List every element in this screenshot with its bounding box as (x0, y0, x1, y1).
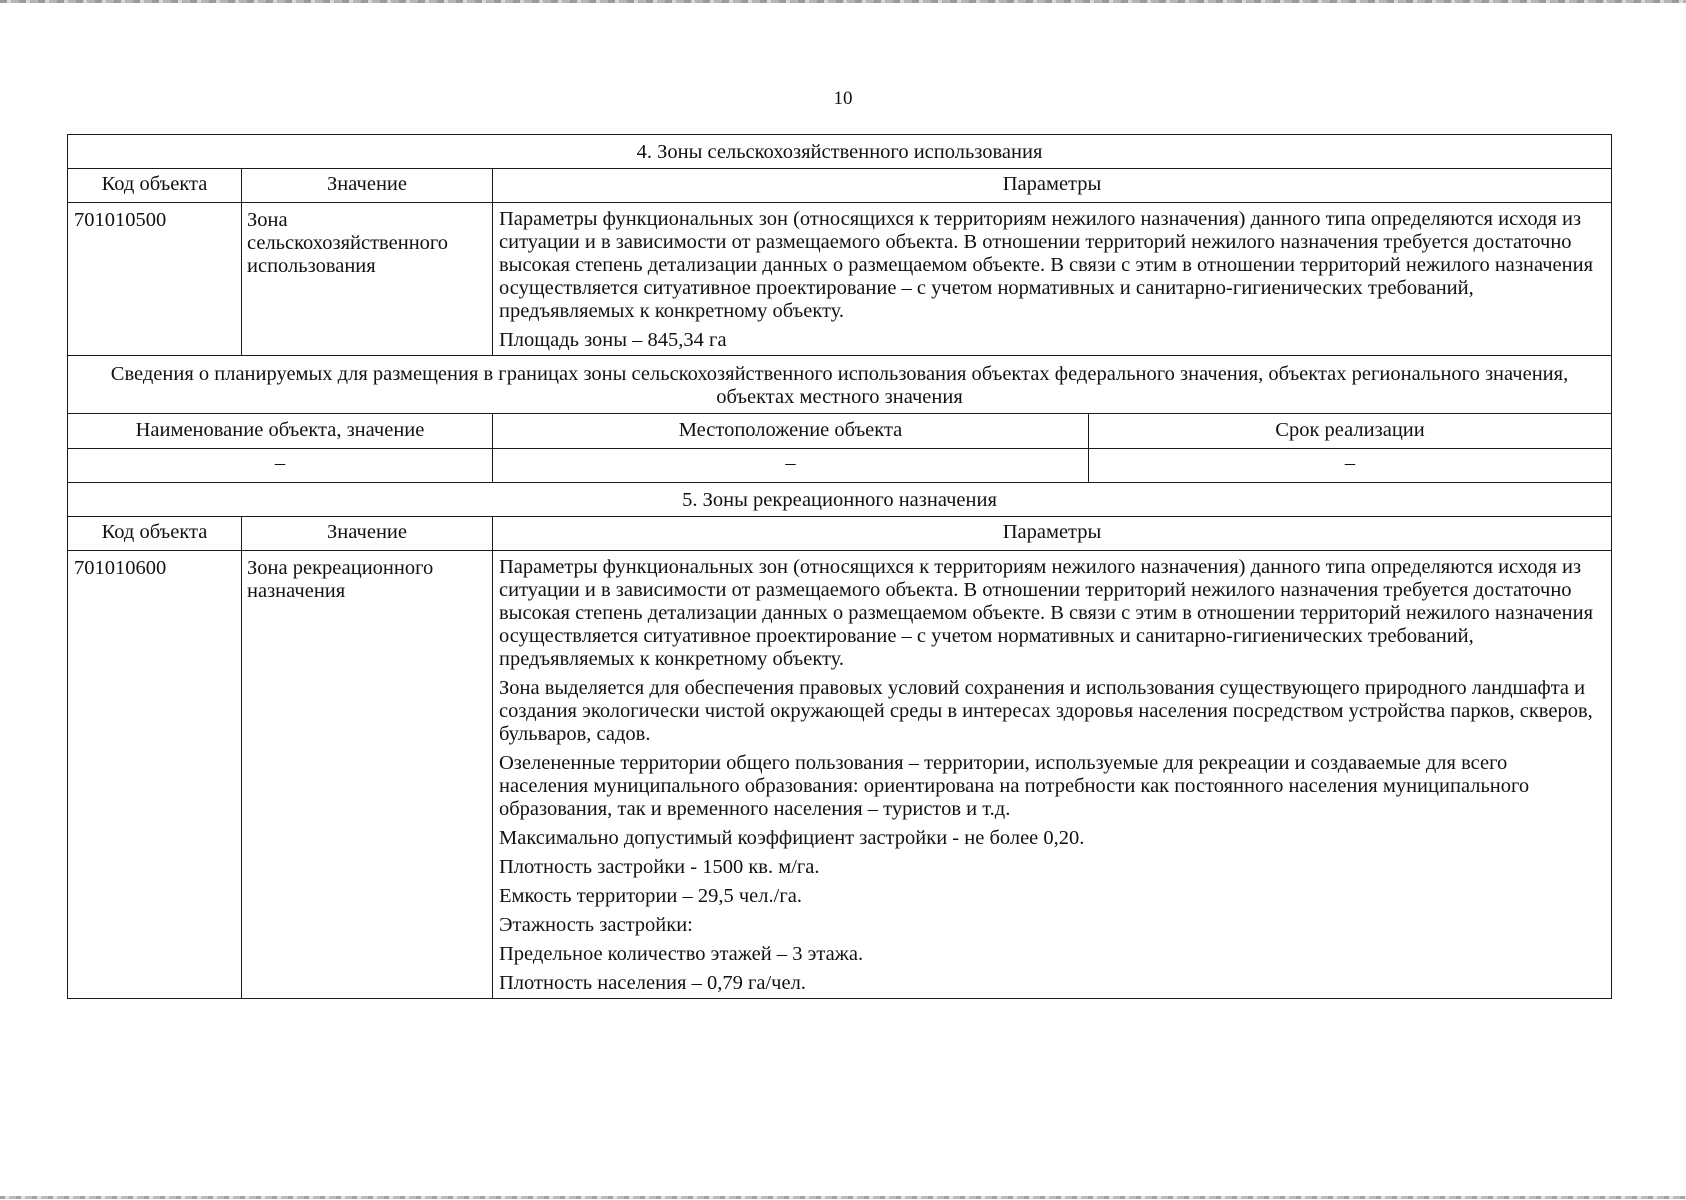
param-paragraph: Зона выделяется для обеспечения правовых условий сохранения и использования существующего природного ландшафта и создания экологически чистой окружающей среды в интересах здоровья населения посредством устройства парков, скверов, бульваров, садов. (499, 677, 1593, 745)
section-4-header-row (68, 169, 1612, 203)
param-paragraph: Этажность застройки: (499, 914, 693, 936)
planned-objects-note-row (68, 356, 1612, 414)
table-row (68, 203, 1612, 356)
column-header-params: Параметры (493, 169, 1612, 203)
section-4-title-row (68, 135, 1612, 169)
planned-objects-values-row (68, 449, 1612, 483)
section-title: 4. Зоны сельскохозяйственного использования (68, 135, 1612, 169)
param-paragraph: Максимально допустимый коэффициент застройки - не более 0,20. (499, 827, 1085, 849)
planned-objects-header-row (68, 414, 1612, 449)
zone-parameters (493, 551, 1612, 999)
page-number: 10 (833, 88, 853, 109)
scan-edge-top (0, 0, 1686, 3)
param-paragraph: Озелененные территории общего пользования – территории, используемые для рекреации и создаваемые для всего населения муниципального образования: ориентирована на потребности как постоянного населения муниципального образования, так и временного населения – туристов и т.д. (499, 752, 1530, 820)
column-header-code: Код объекта (68, 169, 242, 203)
param-paragraph: Предельное количество этажей – 3 этажа. (499, 943, 864, 965)
zone-name: Зона рекреационного назначения (242, 551, 493, 999)
column-header-implementation-term: Срок реализации (1089, 414, 1612, 449)
object-code: 701010600 (68, 551, 242, 999)
zone-name: Зона сельскохозяйственного использования (242, 203, 493, 356)
zone-parameters (493, 203, 1612, 356)
column-header-code: Код объекта (68, 517, 242, 551)
param-paragraph: Плотность застройки - 1500 кв. м/га. (499, 856, 820, 878)
param-paragraph: Площадь зоны – 845,34 га (499, 329, 727, 351)
param-paragraph: Параметры функциональных зон (относящихся к территориям нежилого назначения) данного типа определяются исходя из ситуации и в зависимости от размещаемого объекта. В отношении территорий нежилого назначения требуется достаточно высокая степень детализации данных о размещаемом объекте. В связи с этим в отношении территорий нежилого назначения осуществляется ситуативное проектирование – с учетом нормативных и санитарно-гигиенических требований, предъявляемых к конкретному объекту. (499, 556, 1594, 670)
table-row (68, 551, 1612, 999)
column-header-value: Значение (242, 517, 493, 551)
column-header-value: Значение (242, 169, 493, 203)
section-title: 5. Зоны рекреационного назначения (68, 483, 1612, 517)
column-header-object-location: Местоположение объекта (493, 414, 1089, 449)
scan-edge-bottom (0, 1196, 1686, 1199)
section-5-title-row (68, 483, 1612, 517)
planned-objects-note: Сведения о планируемых для размещения в границах зоны сельскохозяйственного использования объектах федерального значения, объектах регионального значения, объектах местного значения (68, 356, 1612, 414)
param-paragraph: Емкость территории – 29,5 чел./га. (499, 885, 802, 907)
column-header-object-name: Наименование объекта, значение (68, 414, 493, 449)
object-code: 701010500 (68, 203, 242, 356)
zones-table (67, 134, 1612, 999)
section-5-header-row (68, 517, 1612, 551)
object-location-value: – (493, 449, 1089, 483)
param-paragraph: Плотность населения – 0,79 га/чел. (499, 972, 806, 994)
column-header-params: Параметры (493, 517, 1612, 551)
implementation-term-value: – (1089, 449, 1612, 483)
object-name-value: – (68, 449, 493, 483)
param-paragraph: Параметры функциональных зон (относящихся к территориям нежилого назначения) данного типа определяются исходя из ситуации и в зависимости от размещаемого объекта. В отношении территорий нежилого назначения требуется достаточно высокая степень детализации данных о размещаемом объекте. В связи с этим в отношении территорий нежилого назначения осуществляется ситуативное проектирование – с учетом нормативных и санитарно-гигиенических требований, предъявляемых к конкретному объекту. (499, 208, 1594, 322)
